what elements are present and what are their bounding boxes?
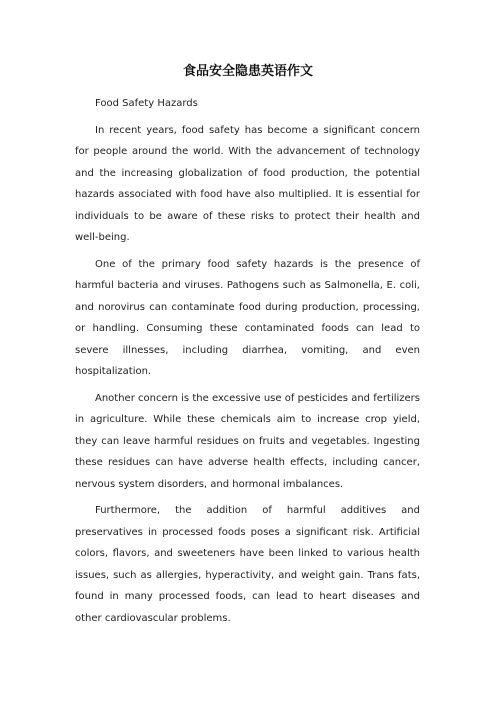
document-title: 食品安全隐患英语作文 xyxy=(182,64,313,79)
paragraph-bacteria: One of the primary food safety hazards is the presence of harmful bacteria and viruses. Pathogens such as Salmonella, E. coli, and norovirus can contaminate food during production, processing, or handling. Consuming these contaminated foods can lead to severe illnesses, including diarrhea, vomiting, and even hospitalization. xyxy=(75,258,420,377)
paragraph-pesticides: Another concern is the excessive use of pesticides and fertilizers in agriculture. While these chemicals aim to increase crop yield, they can leave harmful residues on fruits and vegetables. Ingesting these residues can have adverse health effects, including cancer, nervous system disorders, and hormonal imbalances. xyxy=(75,392,420,490)
document-body xyxy=(75,93,420,629)
paragraph-intro: In recent years, food safety has become a significant concern for people around the world. With the advancement of technology and the increasing globalization of food production, the potential hazards associated with food have also multiplied. It is essential for individuals to be aware of these risks to protect their health and well-being. xyxy=(75,124,420,243)
essay-subtitle: Food Safety Hazards xyxy=(95,98,198,109)
paragraph-additives: Furthermore, the addition of harmful additives and preservatives in processed foods poses a significant risk. Artificial colors, flavors, and sweeteners have been linked to various health issues, such as allergies, hyperactivity, and weight gain. Trans fats, found in many processed foods, can lead to heart diseases and other cardiovascular problems. xyxy=(75,505,420,624)
